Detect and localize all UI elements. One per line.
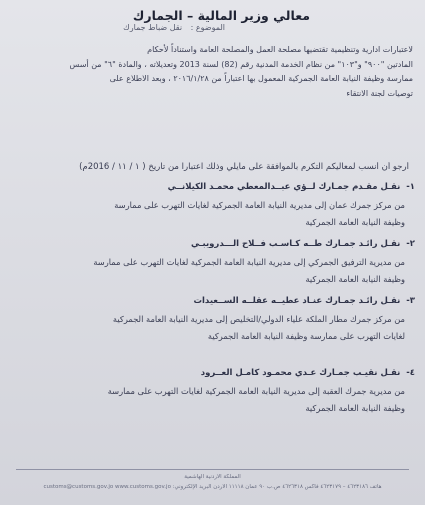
transfer-item xyxy=(10,182,415,230)
item-text-line: لغايات التهرب على ممارسة وظيفة النيابة العامة الجمركية xyxy=(207,331,405,341)
item-text-line: من مركز جمرك مطار الملكة علياء الدولي/التخليص إلى مديرية النيابة العامة الجمركية xyxy=(112,314,405,324)
item-text-line: من مديرية الترفيق الجمركي إلى مديرية النيابة العامة الجمركية لغايات التهرب على ممارسة xyxy=(93,257,405,267)
subject-value: نقل ضباط جمارك xyxy=(123,23,183,32)
item-name: نقـل رائـد جمـارك طــه كـاسـب فــلاح الـــدرويبـي xyxy=(190,239,401,249)
intro-paragraph xyxy=(11,43,413,101)
item-text-line: وظيفة النيابة العامة الجمركية xyxy=(305,274,405,284)
intro-line: المادتين "٩٠٠" و"١٠٣" من نظام الخدمة المدنية رقم (82) لسنة 2013 وتعديلاته ، والمادة "٦" من أسس xyxy=(69,59,413,69)
subject-line xyxy=(123,23,225,32)
item-text-line: من مركز جمرك عمان إلى مديرية النيابة العامة الجمركية لغايات التهرب على ممارسة xyxy=(114,200,405,210)
item-name: نقـل رائـد جمـارك عنـاد عطيــه عقلــه الســعيدات xyxy=(193,296,401,306)
document-title: معالي وزير المالية – الجمارك xyxy=(132,8,310,23)
subject-label: الموضوع : xyxy=(190,23,225,32)
item-text-line: وظيفة النيابة العامة الجمركية xyxy=(305,403,405,413)
footer-org: المملكة الأردنية الهاشمية xyxy=(184,474,241,480)
footer-contact: هاتف ٤٦٢٣١٨٦ – ٤٦٢٣١٧٩ فاكس ٤٦٢٦٣١٨ ص.ب ٩٠ عمان ١١١١٨ الأردن البريد الإلكتروني: customs@customs.gov.jo www.customs.gov.jo xyxy=(43,484,382,490)
transfer-item xyxy=(10,296,415,344)
transfer-item-name-line: ٢-نقـل رائـد جمـارك طــه كـاسـب فــلاح الـــدرويبـي xyxy=(190,239,415,249)
transfer-item-name-line: ١-نقـل مقـدم جمـارك لــؤي عبــدالمعطي محمـد الكيلانــي xyxy=(167,182,415,192)
transfer-item xyxy=(10,239,415,287)
item-name: نقـل مقـدم جمـارك لــؤي عبــدالمعطي محمـد الكيلانــي xyxy=(167,182,401,192)
item-text-line: من مديرية جمرك العقبة إلى مديرية النيابة العامة الجمركية لغايات التهرب على ممارسة xyxy=(107,386,405,396)
item-number: ٤ xyxy=(409,368,415,378)
item-number: ٢ xyxy=(409,239,415,249)
intro-line: لاعتبارات ادارية وتنظيمية تقتضيها مصلحة العمل والمصلحة العامة واستناداً لأحكام xyxy=(147,45,413,54)
intro-line: ممارسة وظيفة النيابة العامة الجمركية المعمول بها اعتباراً من ٢٠١٦/١/٢٨ ، وبعد الاطلاع على xyxy=(109,74,413,83)
item-text-line: وظيفة النيابة العامة الجمركية xyxy=(305,217,405,227)
item-number: ٣ xyxy=(409,296,415,306)
intro-line: توصيات لجنة الانتقاء xyxy=(346,88,413,98)
transfer-item-name-line: ٣-نقـل رائـد جمـارك عنـاد عطيــه عقلــه الســعيدات xyxy=(193,296,415,306)
request-line: أرجو أن أنسب لمعاليكم التكرم بالموافقة على مايلي وذلك اعتباراً من تاريخ ( ١ / ١١ / 2016م) xyxy=(79,162,409,172)
item-number: ١ xyxy=(409,182,415,192)
item-name: نقـل نقيـب جمـارك عـدي محمـود كامـل العــرود xyxy=(200,368,401,378)
transfer-item xyxy=(10,368,415,416)
transfer-item-name-line: ٤-نقـل نقيـب جمـارك عـدي محمـود كامـل العــرود xyxy=(200,368,415,378)
footer-divider xyxy=(16,469,409,470)
